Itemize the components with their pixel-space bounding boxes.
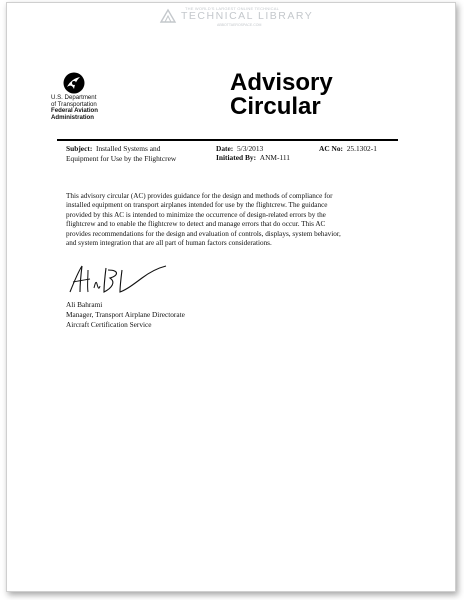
ac-number-field (319, 144, 377, 154)
agency-line-administration: Administration (51, 113, 94, 121)
title-line-circular: Circular (230, 93, 321, 120)
signer-office: Aircraft Certification Service (66, 320, 152, 329)
initiated-by-value: ANM-111 (259, 153, 290, 162)
library-logo-icon (159, 8, 177, 24)
title-line-advisory: Advisory (230, 69, 333, 96)
body-paragraph (66, 192, 398, 248)
watermark-url: ABBOTTAEROSPACE.COM (217, 23, 262, 27)
subject-block (66, 144, 216, 164)
initiated-by-label: Initiated By: (216, 153, 257, 162)
header-rule (57, 139, 398, 141)
signer-block (66, 300, 185, 330)
body-line: This advisory circular (AC) provides guidance for the design and methods of compliance for (66, 192, 333, 200)
date-label: Date: (216, 144, 234, 153)
watermark-title: TECHNICAL LIBRARY (181, 10, 314, 22)
subject-line-2: Equipment for Use by the Flightcrew (66, 154, 177, 163)
dot-logo-icon (63, 72, 85, 94)
subject-line-1: Installed Systems and (95, 144, 161, 153)
document-title (230, 71, 333, 119)
ac-number-label: AC No: (319, 144, 344, 153)
body-line: installed equipment on transport airplanes intended for use by the flightcrew. The guidance (66, 201, 328, 210)
agency-block (51, 95, 161, 121)
handwritten-signature (64, 262, 174, 298)
date-value: 5/3/2013 (236, 144, 264, 153)
watermark-tagline: THE WORLD'S LARGEST ONLINE TECHNICAL (185, 6, 280, 11)
ac-number-value: 25.1302-1 (346, 144, 377, 153)
initiated-by-field (216, 153, 290, 163)
body-line: provides recommendations for the design and evaluation of controls, displays, system behavior, (66, 229, 341, 238)
agency-line-department: U.S. Department (51, 94, 97, 101)
body-line: provided by this AC is intended to minimize the occurrence of design-related errors by the (66, 210, 326, 219)
signer-name: Ali Bahrami (66, 300, 103, 309)
agency-line-faa: Federal Aviation (51, 107, 98, 115)
agency-line-transportation: of Transportation (51, 100, 97, 108)
signer-title: Manager, Transport Airplane Directorate (66, 310, 185, 319)
body-line: and system integration that are all part of human factors considerations. (66, 239, 272, 248)
body-line: flightcrew and to enable the flightcrew to detect and manage errors that do occur. This AC (66, 220, 326, 229)
library-watermark (157, 6, 314, 28)
subject-label: Subject: (66, 144, 93, 153)
